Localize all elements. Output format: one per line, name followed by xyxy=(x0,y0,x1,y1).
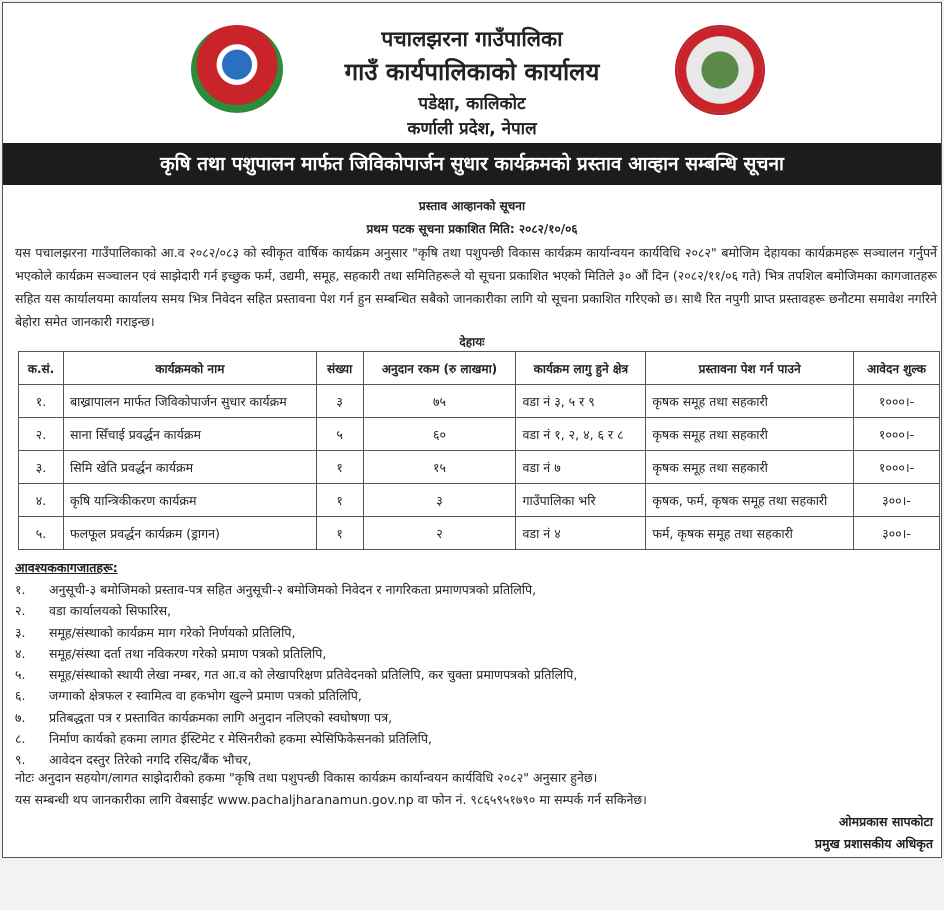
table-row xyxy=(19,385,940,418)
table-cell: ४. xyxy=(19,484,64,517)
item-text: प्रतिबद्धता पत्र र प्रस्तावित कार्यक्रमका लागि अनुदान नलिएको स्वघोषणा पत्र, xyxy=(49,709,393,725)
table-cell: गाउँपालिका भरि xyxy=(516,484,646,517)
table-cell: २. xyxy=(19,418,64,451)
table-cell: ३ xyxy=(316,385,363,418)
signatory-title: प्रमुख प्रशासकीय अधिकृत xyxy=(814,836,933,851)
item-number: २. xyxy=(15,603,26,619)
item-number: १. xyxy=(15,582,26,597)
table-cell: साना सिँचाई प्रवर्द्धन कार्यक्रम xyxy=(63,418,316,451)
table-cell: ३. xyxy=(19,451,64,484)
table-cell: फर्म, कृषक समूह तथा सहकारी xyxy=(646,517,854,550)
notice-document xyxy=(2,2,942,858)
office-location: पडेक्षा, कालिकोट xyxy=(418,94,526,114)
document-item xyxy=(15,664,577,685)
table-cell: १ xyxy=(316,517,363,550)
item-number: ८. xyxy=(15,731,26,747)
table-cell: कृषक, फर्म, कृषक समूह तथा सहकारी xyxy=(646,484,854,517)
table-cell: वडा नं ४ xyxy=(516,517,646,550)
document-item xyxy=(15,643,577,664)
notice-body: यस पचालझरना गाउँपालिकाको आ.व २०८२/०८३ को स्वीकृत वार्षिक कार्यक्रम अनुसार "कृषि तथा पशुपन्छी विकास कार्यक्रम कार्यान्वयन कार्यविधि २०८२" बमोजिम देहायका कार्यक्रमहरू सञ्चालन गर्नुपर्ने भएकोले कार्यक्रम सञ्चालन एवं साझेदारी गर्न इच्छुक फर्म, उद्यमी, समूह, सहकारी तथा समितिहरूले यो सूचना प्रकाशित भएको मितिले ३० औं दिन (२०८२/११/०६ गते) भित्र तपशिल बमोजिमका कागजातहरू सहित यस कार्यालयमा कार्यालय समय भित्र निवेदन सहित प्रस्तावना पेश गर्न हुन सम्बन्धित सबैको जानकारीका लागि यो सूचना प्रकाशित गरिएको छ। साथै रित नपुगी प्राप्त प्रस्तावहरू छनौटमा समावेश नगरिने बेहोरा समेत जानकारी गराइन्छ। xyxy=(15,245,937,329)
item-text: समूह/संस्थाको कार्यक्रम माग गरेको निर्णयको प्रतिलिपि, xyxy=(49,624,296,640)
column-header: प्रस्तावना पेश गर्न पाउने xyxy=(646,352,854,385)
column-header: आवेदन शुल्क xyxy=(854,352,940,385)
item-text: वडा कार्यालयको सिफारिस, xyxy=(49,603,172,619)
item-number: ७. xyxy=(15,709,26,725)
table-cell: ३ xyxy=(363,484,516,517)
table-header-row xyxy=(19,352,940,385)
table-cell: फलफूल प्रवर्द्धन कार्यक्रम (ड्रागन) xyxy=(63,517,316,550)
program-table xyxy=(18,351,940,550)
table-cell: ३००।- xyxy=(854,484,940,517)
table-cell: १ xyxy=(316,484,363,517)
column-header: अनुदान रकम (रु लाखमा) xyxy=(363,352,516,385)
table-cell: १०००।- xyxy=(854,385,940,418)
item-text: आवेदन दस्तुर तिरेको नगदि रसिद/बैंक भौचर, xyxy=(49,752,252,768)
table-cell: १५ xyxy=(363,451,516,484)
column-header: कार्यक्रमको नाम xyxy=(63,352,316,385)
item-number: ४. xyxy=(15,645,26,661)
table-cell: सिमि खेति प्रवर्द्धन कार्यक्रम xyxy=(63,451,316,484)
table-cell: वडा नं १, २, ४, ६ र ८ xyxy=(516,418,646,451)
document-item xyxy=(15,728,577,749)
table-row xyxy=(19,451,940,484)
item-text: जग्गाको क्षेत्रफल र स्वामित्व वा हकभोग खुल्ने प्रमाण पत्रको प्रतिलिपि, xyxy=(49,688,362,704)
contact-info: यस सम्बन्धी थप जानकारीका लागि वेबसाईट www.pachaljharanamun.gov.np वा फोन नं. ९८६५९५१७९० मा सम्पर्क गर्न सकिनेछ। xyxy=(15,792,647,807)
table-cell: कृषक समूह तथा सहकारी xyxy=(646,418,854,451)
table-cell: ५ xyxy=(316,418,363,451)
column-header: कार्यक्रम लागु हुने क्षेत्र xyxy=(516,352,646,385)
item-text: समूह/संस्थाको स्थायी लेखा नम्बर, गत आ.व को लेखापरिक्षण प्रतिवेदनको प्रतिलिपि, कर चुक्ता प्रमाणपत्रको प्रतिलिपि, xyxy=(49,667,578,683)
document-item xyxy=(15,600,577,621)
item-text: निर्माण कार्यको हकमा लागत ईस्टिमेट र मेसिनरीको हकमा स्पेसिफिकेसनको प्रतिलिपि, xyxy=(49,731,432,747)
item-text: अनुसूची-३ बमोजिमको प्रस्ताव-पत्र सहित अनुसूची-२ बमोजिमको निवेदन र नागरिकता प्रमाणपत्रको प्रतिलिपि, xyxy=(49,582,537,597)
table-cell: बाख्रापालन मार्फत जिविकोपार्जन सुधार कार्यक्रम xyxy=(63,385,316,418)
note: नोटः अनुदान सहयोग/लागत साझेदारीको हकमा "कृषि तथा पशुपन्छी विकास कार्यक्रम कार्यान्वयन कार्यविधि २०८२" अनुसार हुनेछ। xyxy=(15,770,598,785)
municipality-name: पचालझरना गाउँपालिका xyxy=(381,27,563,51)
table-cell: ३००।- xyxy=(854,517,940,550)
published-date: प्रथम पटक सूचना प्रकाशित मिति: २०८२/१०/०६ xyxy=(366,222,578,236)
table-cell: कृषि यान्त्रिकीकरण कार्यक्रम xyxy=(63,484,316,517)
required-documents xyxy=(15,559,577,771)
table-cell: कृषक समूह तथा सहकारी xyxy=(646,385,854,418)
notice-title: प्रस्ताव आव्हानको सूचना xyxy=(418,199,526,213)
table-cell: ७५ xyxy=(363,385,516,418)
table-caption: देहायः xyxy=(459,335,485,349)
document-item xyxy=(15,707,577,728)
table-cell: वडा नं ३, ५ र ९ xyxy=(516,385,646,418)
signature-block xyxy=(815,811,933,855)
item-text: समूह/संस्था दर्ता तथा नविकरण गरेको प्रमाण पत्रको प्रतिलिपि, xyxy=(49,645,327,661)
item-number: ६. xyxy=(15,688,26,704)
notice-banner: कृषि तथा पशुपालन मार्फत जिविकोपार्जन सुधार कार्यक्रमको प्रस्ताव आव्हान सम्बन्धि सूचना xyxy=(3,143,941,185)
documents-title: आवश्यककागजातहरू: xyxy=(15,560,118,575)
table-cell: कृषक समूह तथा सहकारी xyxy=(646,451,854,484)
column-header: क.सं. xyxy=(19,352,64,385)
item-number: ९. xyxy=(15,752,26,768)
item-number: ३. xyxy=(15,624,26,640)
table-cell: वडा नं ७ xyxy=(516,451,646,484)
document-item xyxy=(15,579,577,600)
table-row xyxy=(19,484,940,517)
table-cell: १ xyxy=(316,451,363,484)
table-row xyxy=(19,418,940,451)
province: कर्णाली प्रदेश, नेपाल xyxy=(407,119,537,139)
table-cell: १०००।- xyxy=(854,451,940,484)
document-item xyxy=(15,685,577,706)
table-cell: २ xyxy=(363,517,516,550)
table-cell: १०००।- xyxy=(854,418,940,451)
column-header: संख्या xyxy=(316,352,363,385)
table-cell: १. xyxy=(19,385,64,418)
signatory-name: ओमप्रकास सापकोटा xyxy=(838,814,933,829)
table-cell: ५. xyxy=(19,517,64,550)
table-cell: ६० xyxy=(363,418,516,451)
table-row xyxy=(19,517,940,550)
document-item xyxy=(15,622,577,643)
office-name: गाउँ कार्यपालिकाको कार्यालय xyxy=(344,58,600,86)
item-number: ५. xyxy=(15,667,26,683)
